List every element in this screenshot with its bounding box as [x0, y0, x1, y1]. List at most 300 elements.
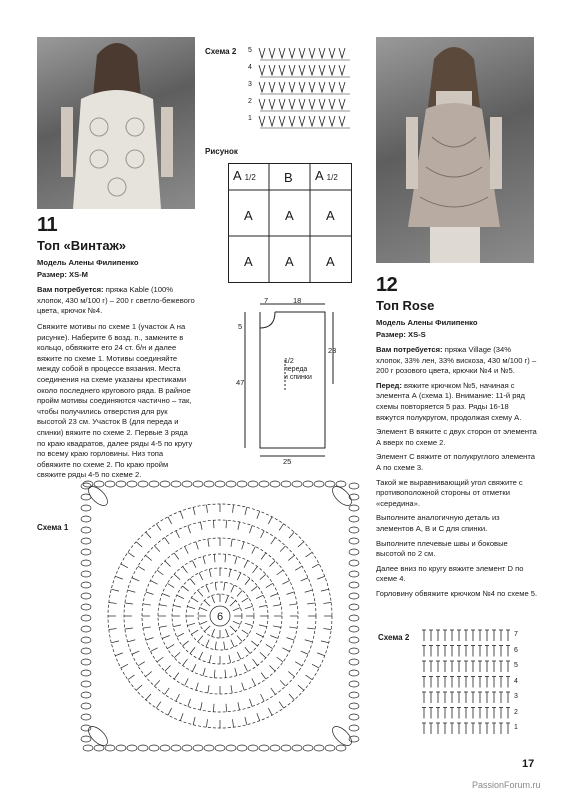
stitch-mark	[128, 590, 136, 592]
project-title: Топ Rose	[376, 298, 435, 313]
stitch-mark	[199, 652, 202, 659]
stitch-mark	[238, 702, 240, 710]
stitch-mark	[193, 507, 195, 515]
stitch-mark	[269, 665, 275, 671]
stitch-mark	[174, 673, 179, 679]
chain-loop	[94, 481, 104, 487]
stitch-mark	[176, 531, 180, 538]
stitch-mark	[198, 636, 203, 642]
risunok-caption: Рисунок	[205, 147, 238, 156]
pattern-diagram	[235, 300, 375, 470]
stitch-mark	[209, 655, 211, 663]
stitch-symbol	[329, 82, 335, 92]
stitch-mark	[136, 542, 142, 547]
stitch-mark	[233, 719, 234, 727]
project-title: Топ «Винтаж»	[37, 238, 127, 253]
stitch-mark	[165, 688, 170, 695]
chain-loop	[81, 505, 91, 511]
stitch-symbol	[319, 116, 325, 126]
dim-25: 25	[283, 457, 292, 466]
row-number: 1	[248, 115, 252, 122]
chain-loop	[81, 670, 91, 676]
stitch-mark	[187, 606, 195, 608]
stitch-symbol	[279, 116, 285, 126]
chain-loop	[349, 560, 359, 566]
chain-loop	[171, 745, 181, 751]
chain-loop	[81, 593, 91, 599]
stitch-mark	[298, 685, 304, 690]
stitch-mark	[260, 531, 264, 538]
stitch-symbol	[309, 48, 315, 58]
chain-loop	[349, 516, 359, 522]
chain-loop	[81, 692, 91, 698]
chain-loop	[259, 745, 269, 751]
stitch-mark	[229, 569, 231, 577]
stitch-mark	[225, 629, 228, 636]
cell-a: A	[326, 208, 335, 223]
stitch-mark	[165, 561, 171, 567]
stitch-mark	[298, 542, 304, 547]
stitch-mark	[231, 685, 232, 693]
stitch-mark	[249, 526, 252, 534]
stitch-mark	[165, 665, 171, 671]
cell-a: A	[244, 208, 253, 223]
stitch-mark	[156, 524, 161, 531]
stitch-mark	[238, 522, 240, 530]
stitch-mark	[192, 664, 196, 671]
chain-loop	[81, 604, 91, 610]
size-line	[37, 270, 88, 281]
stitch-symbol	[319, 48, 325, 58]
stitch-mark	[173, 605, 181, 607]
stitch-mark	[185, 678, 189, 685]
stitch-mark	[136, 685, 142, 690]
chain-loop	[281, 745, 291, 751]
stitch-mark	[245, 606, 253, 608]
stitch-mark	[233, 505, 234, 513]
stitch-mark	[321, 589, 329, 591]
schema2-caption: Схема 2	[205, 47, 237, 56]
stitch-mark	[279, 702, 284, 709]
chain-loop	[182, 745, 192, 751]
stitch-mark	[306, 675, 313, 680]
chain-loop	[226, 481, 236, 487]
chain-loop	[349, 725, 359, 731]
stitch-mark	[269, 561, 275, 567]
row-number: 3	[248, 81, 252, 88]
stitch-mark	[151, 581, 158, 585]
stitch-mark	[305, 590, 313, 592]
stitch-mark	[245, 507, 247, 515]
stitch-mark	[121, 564, 128, 568]
stitch-symbol	[329, 48, 335, 58]
chain-loop	[349, 483, 359, 489]
chain-loop	[270, 745, 280, 751]
stitch-mark	[121, 664, 128, 668]
stitch-symbol	[279, 82, 285, 92]
chain-loop	[349, 538, 359, 544]
stitch-mark	[146, 555, 152, 560]
stitch-mark	[167, 644, 174, 648]
stitch-mark	[273, 626, 281, 627]
chain-loop	[81, 736, 91, 742]
chain-loop	[81, 648, 91, 654]
stitch-symbol	[329, 116, 335, 126]
stitch-mark	[289, 604, 297, 605]
stitch-mark	[173, 625, 181, 627]
stitch-mark	[200, 621, 207, 624]
stitch-mark	[305, 640, 313, 642]
cell-a: A	[326, 254, 335, 269]
stitch-mark	[174, 652, 180, 657]
chain-loop	[349, 571, 359, 577]
chain-loop	[349, 692, 359, 698]
stitch-mark	[174, 574, 180, 579]
stitch-mark	[237, 573, 240, 580]
chain-loop	[349, 593, 359, 599]
stitch-mark	[242, 542, 244, 550]
stitch-mark	[132, 651, 139, 654]
stitch-mark	[301, 651, 308, 654]
stitch-mark	[270, 636, 277, 639]
stitch-mark	[188, 699, 191, 707]
stitch-mark	[146, 638, 154, 640]
stitch-symbol	[269, 116, 275, 126]
chain-loop	[138, 745, 148, 751]
stitch-symbol	[279, 48, 285, 58]
designer: Модель Алены Филипенко	[37, 258, 139, 267]
stitch-mark	[237, 652, 240, 659]
stitch-mark	[185, 547, 189, 554]
chain-loop	[325, 745, 335, 751]
stitch-symbol	[259, 116, 265, 126]
model-figure	[376, 37, 534, 263]
stitch-mark	[174, 553, 179, 559]
stitch-mark	[187, 623, 195, 625]
watermark: PassionForum.ru	[472, 780, 541, 790]
stitch-mark	[277, 657, 283, 662]
stitch-mark	[257, 511, 260, 518]
stitch-mark	[251, 641, 257, 646]
stitch-mark	[204, 626, 210, 632]
chain-loop	[81, 516, 91, 522]
size-label: Размер:	[376, 330, 406, 339]
stitch-mark	[200, 522, 202, 530]
stitch-symbol	[289, 116, 295, 126]
page-number: 17	[522, 758, 535, 770]
stitch-mark	[282, 581, 289, 585]
schema2-right-row-numbers: 7 6 5 4 3 2 1	[514, 631, 518, 731]
instructions: Свяжите мотивы по схеме 1 (участок А на рисунке). Наберите 6 возд. п., замкните в кольцо, обвяжите его 24 ст. б/н и далее вяжите по схеме 1. Мотивы соединяйте между собой в процессе вязания. Места соединения на схеме указаны крестиками около последнего кругового ряда. В райное пройм мотивы соединяются частично – так, чтобы получились отверстия для рук высотой 23 см. Участок В (для переда и спинки) вяжите по схеме 2. Первые 3 ряда по краю квадратов, далее ряды 4-5 по кругу по всему краю горловины. Низ топа обвяжите по схеме 2. По краю пройм свяжите ряды 4-5 по схеме 2.	[37, 322, 193, 480]
stitch-mark	[199, 573, 202, 580]
stitch-mark	[233, 621, 240, 624]
stitch-symbol	[299, 82, 305, 92]
stitch-mark	[190, 578, 195, 584]
stitch-mark	[260, 574, 266, 579]
stitch-mark	[233, 608, 240, 611]
stitch-mark	[213, 704, 214, 712]
chain-loop	[259, 481, 269, 487]
chain-loop	[94, 745, 104, 751]
stitch-mark	[203, 556, 205, 564]
stitch-mark	[252, 678, 256, 685]
stitch-symbol	[339, 65, 345, 75]
stitch-mark	[260, 694, 264, 701]
materials-text: пряжа Kable (100% хлопок, 430 м/100 г) – 200 г светло-бежевого цвета, крючок №4.	[37, 285, 195, 316]
stitch-symbol	[269, 48, 275, 58]
stitch-mark	[162, 594, 169, 597]
stitch-mark	[271, 538, 276, 545]
stitch-mark	[288, 672, 294, 677]
stitch-mark	[312, 664, 319, 668]
stitch-mark	[225, 596, 228, 603]
project-number: 12	[376, 274, 398, 296]
stitch-symbol	[259, 99, 265, 109]
stitch-symbol	[259, 82, 265, 92]
stitch-mark	[266, 644, 273, 648]
schema2-row-numbers	[248, 42, 256, 127]
stitch-mark	[230, 600, 236, 606]
chain-loop	[292, 481, 302, 487]
stitch-mark	[109, 629, 117, 630]
chain-loop	[349, 505, 359, 511]
cell-a: A	[285, 254, 294, 269]
stitch-mark	[307, 628, 315, 629]
stitch-mark	[242, 630, 249, 634]
stitch-mark	[215, 642, 216, 650]
stitch-mark	[180, 713, 183, 720]
chain-loop	[149, 745, 159, 751]
stitch-symbol	[279, 99, 285, 109]
size-value: XS-S	[408, 330, 426, 339]
stitch-mark	[242, 598, 249, 602]
stitch-mark	[268, 517, 272, 524]
chain-loop	[81, 714, 91, 720]
stitch-mark	[226, 704, 227, 712]
stitch-symbol	[329, 99, 335, 109]
stitch-mark	[323, 629, 331, 630]
cell-a: A	[285, 208, 294, 223]
chain-loop	[83, 481, 93, 487]
chain-loop	[336, 481, 346, 487]
stitch-mark	[111, 641, 119, 643]
chain-loop	[204, 745, 214, 751]
stitch-mark	[146, 592, 154, 594]
stitch-mark	[224, 582, 225, 590]
stitch-mark	[237, 636, 242, 642]
stitch-mark	[132, 578, 139, 581]
pattern-label: 1/2 переда и спинки	[284, 358, 312, 381]
stitch-mark	[146, 694, 151, 700]
stitch-mark	[295, 566, 302, 570]
stitch-mark	[295, 662, 302, 666]
chain-loop	[138, 481, 148, 487]
stitch-symbol	[339, 99, 345, 109]
chain-loop	[81, 659, 91, 665]
stitch-mark	[204, 600, 210, 606]
stitch-mark	[209, 569, 211, 577]
chain-loop	[116, 745, 126, 751]
chain-loop	[349, 637, 359, 643]
stitch-mark	[192, 560, 196, 567]
stitch-mark	[253, 567, 258, 573]
stitch-mark	[306, 552, 313, 557]
stitch-mark	[244, 560, 248, 567]
stitch-mark	[317, 653, 324, 656]
stitch-symbol	[269, 65, 275, 75]
chain-loop	[349, 549, 359, 555]
stitch-mark	[151, 648, 158, 652]
chain-loop	[349, 582, 359, 588]
stitch-mark	[287, 638, 295, 640]
chain-loop	[336, 745, 346, 751]
stitch-symbol	[259, 65, 265, 75]
stitch-mark	[167, 583, 174, 587]
chain-loop	[160, 481, 170, 487]
stitch-mark	[177, 595, 184, 598]
cell-a: A	[244, 254, 253, 269]
chain-loop	[314, 745, 324, 751]
cell-b: B	[284, 170, 293, 185]
stitch-mark	[162, 636, 169, 639]
stitch-mark	[249, 699, 252, 707]
chain-loop	[193, 745, 203, 751]
row-number: 2	[248, 98, 252, 105]
chain-loop	[349, 604, 359, 610]
stitch-mark	[198, 590, 203, 596]
stitch-mark	[212, 629, 215, 636]
stitch-mark	[196, 542, 198, 550]
stitch-mark	[125, 628, 133, 629]
chain-loop	[81, 527, 91, 533]
stitch-mark	[242, 683, 244, 691]
stitch-mark	[251, 586, 257, 591]
stitch-mark	[182, 641, 188, 646]
stitch-mark	[235, 668, 237, 676]
stitch-mark	[245, 578, 250, 584]
stitch-mark	[146, 532, 151, 538]
chain-loop	[81, 626, 91, 632]
stitch-mark	[225, 554, 226, 562]
chain-loop	[127, 745, 137, 751]
stitch-mark	[165, 538, 170, 545]
stitch-symbol	[319, 65, 325, 75]
stitch-mark	[282, 648, 289, 652]
cell-a-half-left: A 1/2	[233, 168, 256, 183]
designer: Модель Алены Филипенко	[376, 318, 478, 327]
stitch-mark	[225, 670, 226, 678]
stitch-mark	[154, 680, 159, 686]
schema2-right-diagram	[420, 626, 516, 741]
chain-loop	[81, 582, 91, 588]
dim-5: 5	[238, 322, 243, 331]
stitch-mark	[128, 675, 135, 680]
stitch-symbol	[309, 99, 315, 109]
stitch-mark	[193, 717, 195, 725]
stitch-mark	[109, 602, 117, 603]
stitch-mark	[289, 627, 297, 628]
stitch-mark	[208, 685, 209, 693]
dim-47: 47	[236, 378, 245, 387]
chain-loop	[116, 481, 126, 487]
stitch-symbol	[339, 82, 345, 92]
stitch-mark	[280, 680, 285, 686]
stitch-symbol	[339, 116, 345, 126]
stitch-mark	[191, 630, 198, 634]
chain-loop	[237, 745, 247, 751]
chain-loop	[215, 745, 225, 751]
stitch-mark	[191, 598, 198, 602]
schema1-caption: Схема 1	[37, 523, 69, 532]
stitch-mark	[138, 566, 145, 570]
stitch-mark	[317, 576, 324, 579]
chain-loop	[349, 703, 359, 709]
cell-a-half-right: A 1/2	[315, 168, 338, 183]
project-number: 11	[37, 214, 58, 236]
stitch-mark	[168, 708, 172, 715]
stitch-symbol	[309, 116, 315, 126]
photo-vintage-top	[37, 37, 195, 209]
stitch-mark	[182, 586, 188, 591]
stitch-mark	[206, 505, 207, 513]
stitch-mark	[188, 526, 191, 534]
stitch-symbol	[299, 48, 305, 58]
stitch-mark	[256, 633, 263, 636]
stitch-mark	[157, 657, 163, 662]
chain-loop	[81, 571, 91, 577]
stitch-mark	[154, 546, 159, 552]
row-number: 5	[248, 47, 252, 54]
chain-loop	[149, 481, 159, 487]
chain-loop	[226, 745, 236, 751]
stitch-mark	[176, 694, 180, 701]
chain-loop	[349, 648, 359, 654]
chain-loop	[81, 549, 91, 555]
chain-loop	[171, 481, 181, 487]
chain-loop	[349, 681, 359, 687]
dim-7: 7	[264, 296, 269, 305]
stitch-mark	[301, 578, 308, 581]
stitch-symbol	[309, 82, 315, 92]
stitch-mark	[271, 688, 276, 695]
stitch-mark	[261, 673, 266, 679]
stitch-mark	[279, 524, 284, 531]
chain-loop	[127, 481, 137, 487]
stitch-mark	[128, 640, 136, 642]
chain-loop	[314, 481, 324, 487]
stitch-mark	[237, 590, 242, 596]
stitch-mark	[168, 517, 172, 524]
chain-loop	[81, 483, 91, 489]
stitch-mark	[206, 640, 209, 647]
stitch-mark	[156, 702, 161, 709]
stitch-mark	[196, 683, 198, 691]
stitch-mark	[230, 626, 236, 632]
photo-rose-top	[376, 37, 534, 263]
stitch-symbol	[259, 48, 265, 58]
stitch-mark	[214, 670, 215, 678]
chain-loop	[349, 714, 359, 720]
stitch-mark	[177, 633, 184, 636]
dim-23: 23	[328, 346, 337, 355]
stitch-mark	[288, 555, 294, 560]
stitch-mark	[206, 585, 209, 592]
schema2-diagram	[244, 40, 354, 130]
stitch-mark	[125, 603, 133, 604]
chain-loop	[248, 745, 258, 751]
stitch-symbol	[289, 82, 295, 92]
motif-center-label: 6	[216, 611, 224, 623]
